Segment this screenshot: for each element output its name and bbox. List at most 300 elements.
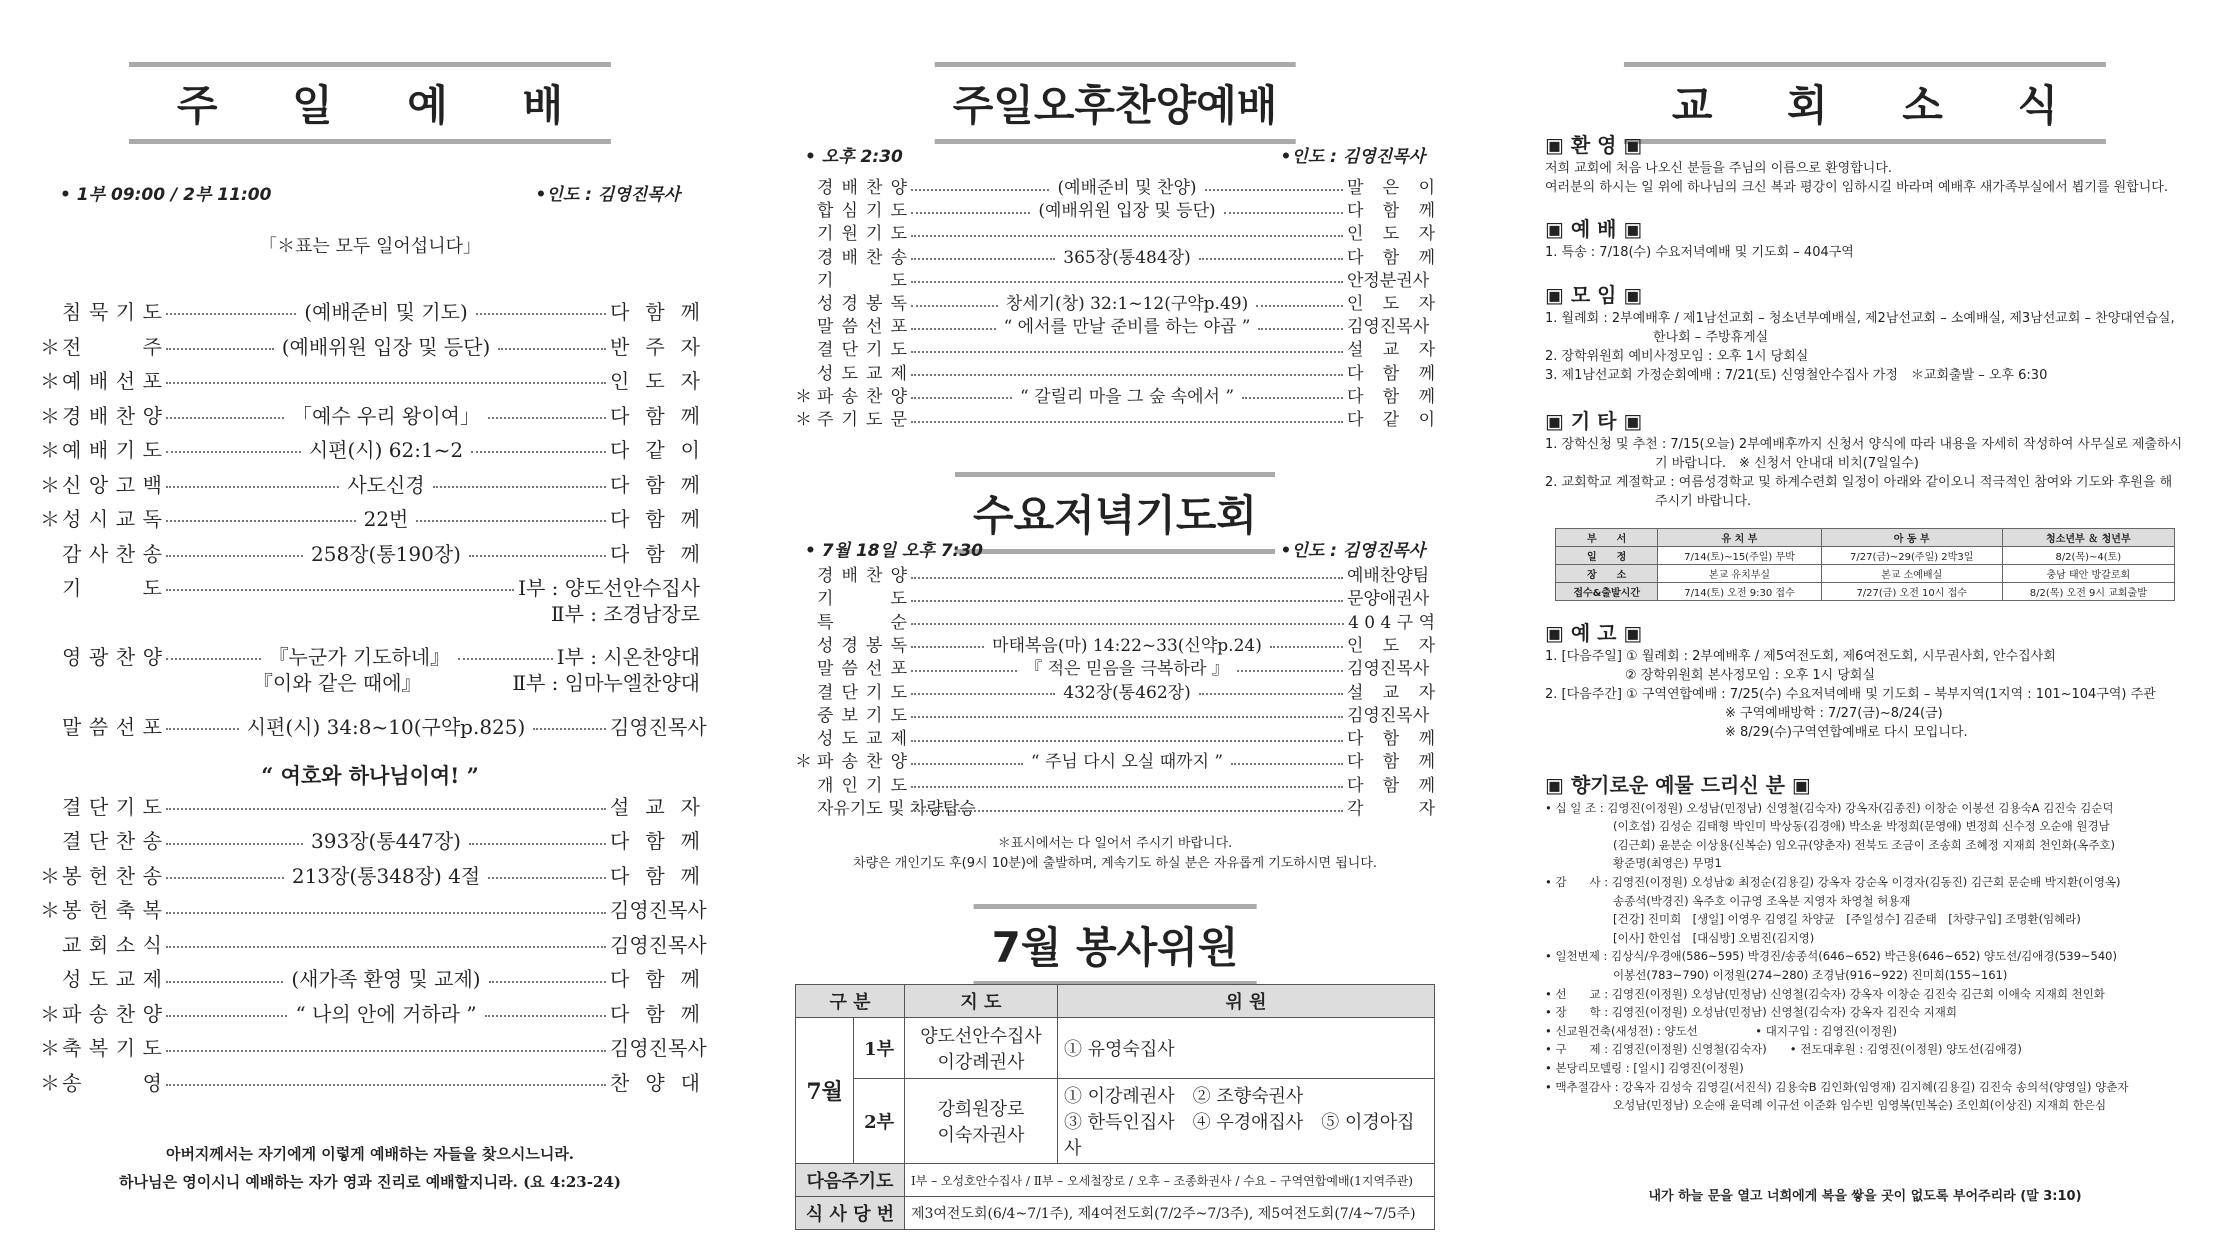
offering-line: • 십 일 조 : 김영진(이정원) 오성남(민정남) 신영철(김숙자) 강옥자(김종진) 이창순 이봉선 김용숙A 김진숙 김순덕 bbox=[1545, 800, 2114, 815]
dot-leader bbox=[166, 348, 274, 350]
order-row bbox=[795, 609, 1435, 632]
dot-leader bbox=[911, 351, 1343, 353]
order-detail: (예배위원 입장 및 등단) bbox=[281, 334, 491, 359]
order-row bbox=[40, 399, 700, 429]
order-row bbox=[40, 433, 700, 463]
order-detail: 사도신경 bbox=[347, 472, 425, 497]
meal-duty-value: 제3여전도회(6/4~7/1주), 제4여전도회(7/2주~7/3주), 제5여전도회(7/4~7/5주) bbox=[904, 1197, 1434, 1230]
offering-heading: ▣ 향기로운 예물 드리신 분 ▣ bbox=[1545, 773, 1811, 797]
dot-leader bbox=[911, 786, 1343, 788]
offering-line: [건강] 진미희 [생일] 이영우 김영길 차양균 [주일성수] 김준태 [차량구입] 조명환(임혜라) bbox=[1613, 912, 2081, 927]
order-label: 성 도 교 제 bbox=[817, 363, 907, 384]
order-person: 다 함 께 bbox=[1347, 386, 1435, 407]
standing-mark: ＊ bbox=[40, 437, 60, 462]
order-row bbox=[795, 702, 1435, 725]
order-person: 인 도 자 bbox=[1347, 224, 1435, 245]
order-detail: 창세기(창) 32:1~12(구약p.49) bbox=[1005, 294, 1249, 314]
order-row bbox=[795, 748, 1435, 771]
order-label: 성 시 교 독 bbox=[62, 506, 162, 531]
dot-leader bbox=[166, 1015, 287, 1017]
dot-leader bbox=[471, 451, 606, 453]
standing-mark: ＊ bbox=[40, 1070, 60, 1095]
order-detail: 『누군가 기도하네』 bbox=[268, 644, 451, 669]
dot-leader bbox=[911, 189, 1049, 191]
standing-mark: ＊ bbox=[40, 1001, 60, 1026]
wednesday-leader: •인도 : 김영진목사 bbox=[1280, 541, 1425, 561]
dot-leader bbox=[166, 555, 303, 557]
offering-line: • 신교원건축(새성전) : 양도선 • 대지구입 : 김영진(이정원) bbox=[1545, 1023, 1897, 1038]
order-row bbox=[795, 406, 1435, 429]
order-label: 파 송 찬 양 bbox=[817, 752, 907, 773]
order-detail: 『 적은 믿음을 극복하라 』 bbox=[1025, 659, 1229, 680]
order-person: 안정분권사 bbox=[1347, 270, 1430, 291]
order-person: 다 함 께 bbox=[1347, 247, 1435, 268]
dot-leader bbox=[1256, 305, 1343, 307]
dot-leader bbox=[166, 451, 301, 453]
standing-mark: ＊ bbox=[40, 403, 60, 428]
order-person: 각 자 bbox=[1347, 799, 1435, 819]
order-label: 예 배 선 포 bbox=[62, 368, 162, 393]
wednesday-time: • 7월 18일 오후 7:30 bbox=[805, 541, 983, 561]
part2-cell: 2부 bbox=[854, 1079, 905, 1164]
closing-verse bbox=[40, 1140, 700, 1196]
worship-line-1: 1. 특송 : 7/18(수) 수요저녁예배 및 기도회 – 404구역 bbox=[1545, 245, 1854, 260]
welcome-line-1: 저희 교회에 처음 나오신 분들을 주님의 이름으로 환영합니다. bbox=[1545, 161, 1893, 176]
dot-leader bbox=[911, 235, 1343, 237]
notice-section bbox=[1545, 621, 2185, 742]
dot-leader bbox=[469, 843, 606, 845]
dot-leader bbox=[488, 417, 606, 419]
order-label: 결 단 찬 송 bbox=[62, 829, 162, 853]
next-prayer-value: Ⅰ부 – 오성호안수집사 / Ⅱ부 – 오세철장로 / 오후 – 조종화권사 / 수요 – 구역연합예배(1지역주관) bbox=[904, 1164, 1434, 1197]
dot-leader bbox=[476, 313, 606, 315]
order-label: 봉 헌 축 복 bbox=[62, 898, 162, 922]
dot-leader bbox=[489, 981, 606, 983]
order-person: 김영진목사 bbox=[1347, 317, 1430, 338]
order-label: 결 단 기 도 bbox=[817, 340, 907, 361]
order-label: 기 도 bbox=[62, 575, 162, 600]
service-committee-table bbox=[795, 984, 1435, 1230]
dot-leader bbox=[166, 313, 296, 315]
part2-leaders: 강희원장로 이숙자권사 bbox=[904, 1079, 1057, 1164]
th-leader: 지 도 bbox=[904, 985, 1057, 1018]
wednesday-prayer-title: 수요저녁기도회 bbox=[955, 472, 1275, 554]
order-person: 인 도 자 bbox=[1347, 294, 1435, 314]
order-detail: “ 에서를 만날 준비를 하는 야곱 ” bbox=[1003, 317, 1251, 338]
order-row bbox=[795, 174, 1435, 197]
part1-leaders: 양도선안수집사 이강례권사 bbox=[904, 1018, 1057, 1079]
order-person: 문양애권사 bbox=[1347, 589, 1430, 610]
notice-line-2: 2. [다음주간] ① 구역연합예배 : 7/25(수) 수요저녁예배 및 기도회 – 북부지역(1지역 : 101~104구역) 주관 bbox=[1545, 687, 2156, 702]
offering-line: • 일천번제 : 김상식/우경애(586~595) 박경진/송종석(646~652) 박근용(646~652) 양도선/김애경(539~540) bbox=[1545, 949, 2117, 964]
offering-line: • 장 학 : 김영진(이정원) 오성남(민정남) 신영철(김숙자) 강옥자 김진숙 지재희 bbox=[1545, 1005, 1957, 1020]
order-label: 성 경 봉 독 bbox=[817, 635, 907, 656]
order-row bbox=[40, 859, 700, 889]
order-label: 중 보 기 도 bbox=[817, 705, 907, 726]
dot-leader bbox=[911, 258, 1055, 260]
dot-leader bbox=[1231, 763, 1343, 765]
misc-heading: ▣ 기 타 ▣ bbox=[1545, 409, 1643, 433]
order-row bbox=[795, 679, 1435, 702]
dot-leader bbox=[433, 486, 606, 488]
meeting-line-2: 2. 장학위원회 예비사정모임 : 오후 1시 당회실 bbox=[1545, 349, 1809, 364]
order-row bbox=[795, 244, 1435, 267]
next-prayer-label: 다음주기도 bbox=[796, 1164, 905, 1197]
service-committee-title: 7월 봉사위원 bbox=[974, 904, 1257, 986]
order-person: 설 교 자 bbox=[1347, 340, 1435, 361]
welcome-line-2: 여러분의 하시는 일 위에 하나님의 크신 복과 평강이 임하시길 바라며 예배후 새가족부실에서 뵙기를 원합니다. bbox=[1545, 180, 2168, 195]
dot-leader bbox=[911, 693, 1055, 695]
offering-line: 황준명(최영은) 무명1 bbox=[1613, 856, 1722, 871]
order-label: 기 도 bbox=[817, 270, 907, 291]
order-row bbox=[795, 220, 1435, 243]
standing-mark: ＊ bbox=[40, 863, 60, 888]
order-row bbox=[795, 655, 1435, 678]
offering-line: • 맥추절감사 : 강옥자 김성숙 김영길(서진식) 김용숙B 김인화(임영재) 김지혜(김용길) 김진숙 송의석(양영일) 양춘자 bbox=[1545, 1079, 2129, 1094]
dot-leader bbox=[1224, 212, 1343, 214]
dot-leader bbox=[911, 577, 1343, 579]
offering-line: (김근회) 윤분순 이상용(신복순) 임오규(양춘자) 전북도 조금이 조송희 조혜정 지재희 천인화(옥주호) bbox=[1613, 837, 2116, 852]
order-label: 경 배 찬 양 bbox=[817, 178, 907, 198]
meeting-heading: ▣ 모 임 ▣ bbox=[1545, 283, 1643, 307]
dot-leader bbox=[911, 600, 1343, 602]
dot-leader bbox=[911, 374, 1343, 376]
dot-leader bbox=[458, 658, 553, 660]
order-label: 교 회 소 식 bbox=[62, 932, 162, 957]
order-label: 특 순 bbox=[817, 612, 907, 633]
dot-leader bbox=[166, 1050, 606, 1052]
dot-leader bbox=[166, 981, 283, 983]
dot-leader bbox=[1258, 328, 1343, 330]
order-detail: 『이와 같은 때에』 bbox=[252, 670, 422, 695]
offering-line: 이봉선(783~790) 이정원(274~280) 조경남(916~922) 진미희(155~161) bbox=[1613, 967, 2008, 982]
order-person: 김영진목사 bbox=[610, 714, 707, 739]
misc-line-1b: 기 바랍니다. ※ 신청서 안내대 비치(7일일수) bbox=[1655, 456, 1919, 471]
standing-mark: ＊ bbox=[40, 334, 60, 359]
order-person: 다 함 께 bbox=[610, 472, 700, 497]
dot-leader bbox=[166, 658, 261, 660]
offering-list bbox=[1545, 799, 2185, 1115]
order-detail: “ 갈릴리 마을 그 숲 속에서 ” bbox=[1019, 386, 1235, 407]
order-person: 다 함 께 bbox=[610, 506, 700, 531]
order-row bbox=[40, 997, 700, 1027]
notice-line-1b: ② 장학위원회 본사정모임 : 오후 1시 당회실 bbox=[1625, 668, 1876, 683]
misc-line-2: 2. 교회학교 계절학교 : 여름성경학교 및 하계수련회 일정이 아래와 같이오니 적극적인 참여와 기도와 후원을 해 bbox=[1545, 475, 2173, 490]
order-label: 합 심 기 도 bbox=[817, 201, 907, 222]
order-row bbox=[40, 537, 700, 567]
standing-mark: ＊ bbox=[795, 386, 812, 407]
order-person: 다 함 께 bbox=[610, 863, 701, 888]
order-person: 김영진목사 bbox=[610, 1036, 707, 1060]
worship-heading: ▣ 예 배 ▣ bbox=[1545, 217, 1643, 241]
order-row bbox=[40, 790, 700, 820]
dot-leader bbox=[911, 810, 1343, 812]
dot-leader bbox=[416, 520, 606, 522]
standing-mark: ＊ bbox=[40, 898, 60, 922]
standing-note: 「＊표는 모두 일어섭니다」 bbox=[259, 236, 481, 257]
dot-leader bbox=[911, 646, 984, 648]
order-label: 기 도 bbox=[817, 589, 907, 610]
dot-leader bbox=[911, 305, 998, 307]
order-row bbox=[40, 894, 707, 924]
order-detail: 213장(통348장) 4절 bbox=[291, 863, 481, 888]
vehicle-footnote: 차량은 개인기도 후(9시 10분)에 출발하며, 계속기도 하실 분은 자유롭게 기도하시면 됩니다. bbox=[852, 856, 1378, 871]
order-person: Ⅱ부 : 조경남장로 bbox=[551, 601, 700, 626]
service-leader: •인도 : 김영진목사 bbox=[535, 185, 680, 205]
order-person: Ⅰ부 : 시온찬양대 bbox=[556, 644, 701, 669]
order-detail: (새가족 환영 및 교제) bbox=[291, 967, 481, 991]
part2-members: ① 이강례권사 ② 조향숙권사 ③ 한득인집사 ④ 우경애집사 ⑤ 이경아집사 bbox=[1057, 1079, 1434, 1164]
order-person: 다 함 께 bbox=[610, 299, 700, 324]
order-detail: (예배준비 및 찬양) bbox=[1057, 178, 1197, 198]
dot-leader bbox=[911, 281, 1343, 283]
church-news-title: 교 회 소 식 bbox=[1624, 62, 2106, 144]
order-label: 결 단 기 도 bbox=[817, 682, 907, 703]
afternoon-time: • 오후 2:30 bbox=[805, 147, 903, 167]
dot-leader bbox=[166, 728, 239, 730]
order-row bbox=[40, 295, 700, 325]
order-row bbox=[40, 502, 700, 532]
order-label: 봉 헌 찬 송 bbox=[62, 863, 162, 888]
dot-leader bbox=[911, 397, 1012, 399]
sermon-title: “ 여호와 하나님이여! ” bbox=[261, 763, 479, 788]
misc-line-2b: 주시기 바랍니다. bbox=[1655, 494, 1752, 509]
dot-leader bbox=[488, 877, 606, 879]
order-label: 말 씀 선 포 bbox=[62, 714, 162, 739]
order-person: 인 도 자 bbox=[610, 368, 700, 393]
offering-line: [이사] 한인섭 [대심방] 오범진(김지영) bbox=[1613, 930, 1815, 945]
offering-line: • 구 제 : 김영진(이정원) 신영철(김숙자) • 전도대후원 : 김영진(이정원) 양도선(김애경) bbox=[1545, 1042, 2022, 1057]
month-cell: 7월 bbox=[796, 1018, 854, 1164]
th-division: 구 분 bbox=[796, 985, 905, 1018]
offering-line: • 선 교 : 김영진(이정원) 오성남(민정남) 신영철(김숙자) 강옥자 이창순 김진숙 김근회 이애숙 지재희 천인화 bbox=[1545, 986, 2105, 1001]
order-person: 다 함 께 bbox=[1347, 729, 1435, 750]
order-row bbox=[795, 290, 1435, 313]
afternoon-worship-column bbox=[795, 0, 1435, 1240]
standing-mark: ＊ bbox=[40, 472, 60, 497]
closing-verse-3: 내가 하늘 문을 열고 너희에게 복을 쌓을 곳이 없도록 부어주리라 (말 3:10) bbox=[1648, 1189, 2082, 1204]
order-detail: 마태복음(마) 14:22~33(신약p.24) bbox=[992, 635, 1262, 656]
dot-leader bbox=[469, 555, 606, 557]
order-person: 설 교 자 bbox=[1347, 682, 1435, 703]
order-row bbox=[795, 197, 1435, 220]
order-person: 4 0 4 구 역 bbox=[1348, 612, 1435, 633]
order-row bbox=[795, 585, 1435, 608]
order-row bbox=[795, 360, 1435, 383]
order-detail: 시편(시) 62:1~2 bbox=[308, 437, 464, 462]
order-detail: 365장(통484장) bbox=[1063, 247, 1191, 268]
welcome-section bbox=[1545, 133, 2185, 197]
standing-mark: ＊ bbox=[40, 506, 60, 531]
order-label: 영 광 찬 양 bbox=[62, 644, 162, 669]
order-label: 신 앙 고 백 bbox=[62, 472, 162, 497]
dot-leader bbox=[1242, 397, 1343, 399]
welcome-heading: ▣ 환 영 ▣ bbox=[1545, 133, 1643, 157]
dot-leader bbox=[166, 877, 284, 879]
order-person: 찬 양 대 bbox=[610, 1070, 700, 1095]
order-label: 성 도 교 제 bbox=[62, 967, 162, 991]
order-row bbox=[40, 666, 700, 696]
order-label: 주 기 도 문 bbox=[817, 410, 907, 430]
meeting-line-1: 1. 월례회 : 2부예배후 / 제1남선교회 – 청소년부예배실, 제2남선교회 – 소예배실, 제3남선교회 – 찬양대연습실, bbox=[1545, 311, 2175, 326]
order-detail: 393장(통447장) bbox=[311, 829, 461, 853]
th-members: 위 원 bbox=[1057, 985, 1434, 1018]
order-person: 인 도 자 bbox=[1347, 635, 1435, 656]
church-news-column bbox=[1545, 0, 2185, 1240]
order-label: 기 원 기 도 bbox=[817, 224, 907, 245]
offering-line: • 감 사 : 김영진(이정원) 오성남② 최정순(김용길) 강옥자 강순옥 이경자(김동진) 김근회 문순배 박지환(이영옥) bbox=[1545, 874, 2121, 889]
dot-leader bbox=[166, 589, 514, 591]
order-detail: 22번 bbox=[363, 506, 409, 531]
order-label: 파 송 찬 양 bbox=[62, 1001, 162, 1026]
dot-leader bbox=[166, 486, 339, 488]
order-person: 다 함 께 bbox=[1347, 363, 1435, 384]
order-detail: 시편(시) 34:8~10(구약p.825) bbox=[246, 714, 526, 739]
dot-leader bbox=[533, 728, 606, 730]
dot-leader bbox=[1237, 670, 1343, 672]
dot-leader bbox=[166, 382, 606, 384]
order-person: 다 함 께 bbox=[610, 967, 700, 991]
order-row bbox=[40, 963, 700, 993]
order-label: 말 씀 선 포 bbox=[817, 659, 907, 680]
standing-footnote: ＊표시에서는 다 일어서 주시기 바랍니다. bbox=[997, 836, 1233, 851]
part1-cell: 1부 bbox=[854, 1018, 905, 1079]
order-person: 김영진목사 bbox=[1347, 659, 1430, 680]
order-row bbox=[40, 928, 707, 958]
order-person: 설 교 자 bbox=[610, 794, 700, 819]
notice-line-2c: ※ 8/29(수)구역연합예배로 다시 모입니다. bbox=[1725, 725, 1968, 740]
meeting-line-1b: 한나회 – 주방휴게실 bbox=[1653, 330, 1769, 345]
order-row bbox=[40, 1066, 700, 1096]
order-label: 말 씀 선 포 bbox=[817, 317, 907, 338]
order-label: 침 묵 기 도 bbox=[62, 299, 162, 324]
order-person: Ⅰ부 : 양도선안수집사 bbox=[518, 575, 700, 600]
order-detail: (예배위원 입장 및 등단) bbox=[1038, 201, 1216, 222]
service-time: • 1부 09:00 / 2부 11:00 bbox=[60, 185, 272, 205]
order-row bbox=[40, 364, 700, 394]
standing-mark: ＊ bbox=[795, 410, 812, 430]
dot-leader bbox=[1199, 693, 1343, 695]
dot-leader bbox=[166, 946, 606, 948]
order-label: 경 배 찬 송 bbox=[817, 247, 907, 268]
dot-leader bbox=[166, 843, 303, 845]
order-detail: “ 나의 안에 거하라 ” bbox=[295, 1001, 477, 1026]
order-row bbox=[795, 383, 1435, 406]
order-person: 다 같 이 bbox=[1347, 410, 1435, 430]
dot-leader bbox=[1199, 258, 1343, 260]
order-person: 다 함 께 bbox=[610, 403, 700, 428]
order-detail: “ 주님 다시 오실 때까지 ” bbox=[1030, 752, 1224, 773]
standing-mark: ＊ bbox=[40, 1036, 60, 1060]
afternoon-worship-title: 주일오후찬양예배 bbox=[935, 62, 1296, 144]
order-detail: (예배준비 및 기도) bbox=[304, 299, 468, 324]
meeting-section bbox=[1545, 283, 2185, 385]
part1-members: ① 유영숙집사 bbox=[1057, 1018, 1434, 1079]
order-detail: 432장(통462장) bbox=[1063, 682, 1191, 703]
order-row bbox=[40, 330, 700, 360]
dot-leader bbox=[911, 716, 1343, 718]
order-label: 예 배 기 도 bbox=[62, 437, 162, 462]
dot-leader bbox=[485, 1015, 606, 1017]
order-label: 감 사 찬 송 bbox=[62, 541, 162, 566]
dot-leader bbox=[911, 421, 1343, 423]
order-person: 다 함 께 bbox=[1347, 201, 1435, 222]
order-row bbox=[795, 336, 1435, 359]
order-row bbox=[40, 825, 700, 855]
misc-line-1: 1. 장학신청 및 추천 : 7/15(오늘) 2부예배후까지 신청서 양식에 따라 내용을 자세히 작성하여 사무실로 제출하시 bbox=[1545, 437, 2183, 452]
order-row bbox=[40, 1032, 707, 1062]
order-row bbox=[795, 632, 1435, 655]
dot-leader bbox=[911, 740, 1343, 742]
dot-leader bbox=[911, 212, 1030, 214]
order-label: 경 배 찬 양 bbox=[817, 566, 907, 586]
misc-section bbox=[1545, 409, 2185, 511]
order-row bbox=[40, 597, 700, 627]
order-person: 김영진목사 bbox=[1347, 705, 1430, 726]
order-row bbox=[40, 710, 707, 740]
meal-duty-label: 식 사 당 번 bbox=[796, 1197, 905, 1230]
offering-line: • 본당리모델링 : [일시] 김영진(이정원) bbox=[1545, 1060, 1744, 1075]
order-person: Ⅱ부 : 임마누엘찬양대 bbox=[512, 670, 700, 695]
order-row bbox=[795, 795, 1435, 818]
order-detail: 「예수 우리 왕이여」 bbox=[292, 403, 480, 428]
worship-section bbox=[1545, 217, 2185, 262]
dot-leader bbox=[166, 520, 356, 522]
order-label: 성 경 봉 독 bbox=[817, 294, 907, 314]
offering-line: 오성남(민정남) 오순애 윤덕례 이규선 이준화 임수빈 임영복(민복순) 조인희(이상진) 지재희 한은심 bbox=[1613, 1098, 2107, 1113]
dot-leader bbox=[1205, 189, 1343, 191]
order-person: 반 주 자 bbox=[610, 334, 700, 359]
order-label: 송 영 bbox=[62, 1070, 162, 1095]
order-person: 김영진목사 bbox=[610, 898, 707, 922]
order-person: 다 함 께 bbox=[610, 541, 701, 566]
dot-leader bbox=[1270, 646, 1343, 648]
notice-heading: ▣ 예 고 ▣ bbox=[1545, 621, 1643, 645]
sunday-worship-column bbox=[40, 0, 707, 1240]
order-row bbox=[795, 267, 1435, 290]
dot-leader bbox=[911, 763, 1023, 765]
order-detail: 258장(통190장) bbox=[311, 541, 461, 566]
order-person: 다 같 이 bbox=[610, 437, 701, 462]
order-label: 축 복 기 도 bbox=[62, 1036, 162, 1060]
verse-line-1: 아버지께서는 자기에게 이렇게 예배하는 자들을 찾으시느니라. bbox=[165, 1145, 575, 1163]
order-row bbox=[795, 313, 1435, 336]
standing-mark: ＊ bbox=[795, 752, 812, 773]
dot-leader bbox=[911, 623, 1344, 625]
offering-line: 송종석(박경진) 옥주호 이규영 조옥분 지영자 차영철 허용재 bbox=[1613, 893, 1911, 908]
meeting-line-3: 3. 제1남선교회 가정순회예배 : 7/21(토) 신영철안수집사 가정 ＊교회출발 – 오후 6:30 bbox=[1545, 368, 2048, 383]
order-row bbox=[40, 468, 700, 498]
order-label: 결 단 기 도 bbox=[62, 794, 162, 819]
offering-line: (이호섭) 김성순 김태형 박인미 박상동(김경애) 박소윤 박정희(문영애) 변정희 신수정 오순애 원경남 bbox=[1613, 819, 2110, 834]
dot-leader bbox=[166, 1084, 606, 1086]
order-person: 다 함 께 bbox=[1347, 752, 1436, 773]
order-label: 파 송 찬 양 bbox=[817, 386, 907, 407]
afternoon-leader: •인도 : 김영진목사 bbox=[1280, 147, 1425, 167]
standing-mark: ＊ bbox=[40, 368, 60, 393]
order-label: 경 배 찬 양 bbox=[62, 403, 162, 428]
dot-leader bbox=[911, 328, 996, 330]
order-person: 예배찬양팀 bbox=[1347, 566, 1430, 586]
dot-leader bbox=[166, 808, 606, 810]
order-label: 전 주 bbox=[62, 334, 162, 359]
order-person: 말 은 이 bbox=[1347, 178, 1435, 198]
notice-line-2b: ※ 구역예배방학 : 7/27(금)~8/24(금) bbox=[1725, 706, 1943, 721]
order-person: 다 함 께 bbox=[610, 1001, 700, 1026]
order-person: 다 함 께 bbox=[1347, 775, 1435, 796]
sunday-worship-title: 주 일 예 배 bbox=[129, 62, 611, 144]
order-row bbox=[795, 562, 1435, 585]
